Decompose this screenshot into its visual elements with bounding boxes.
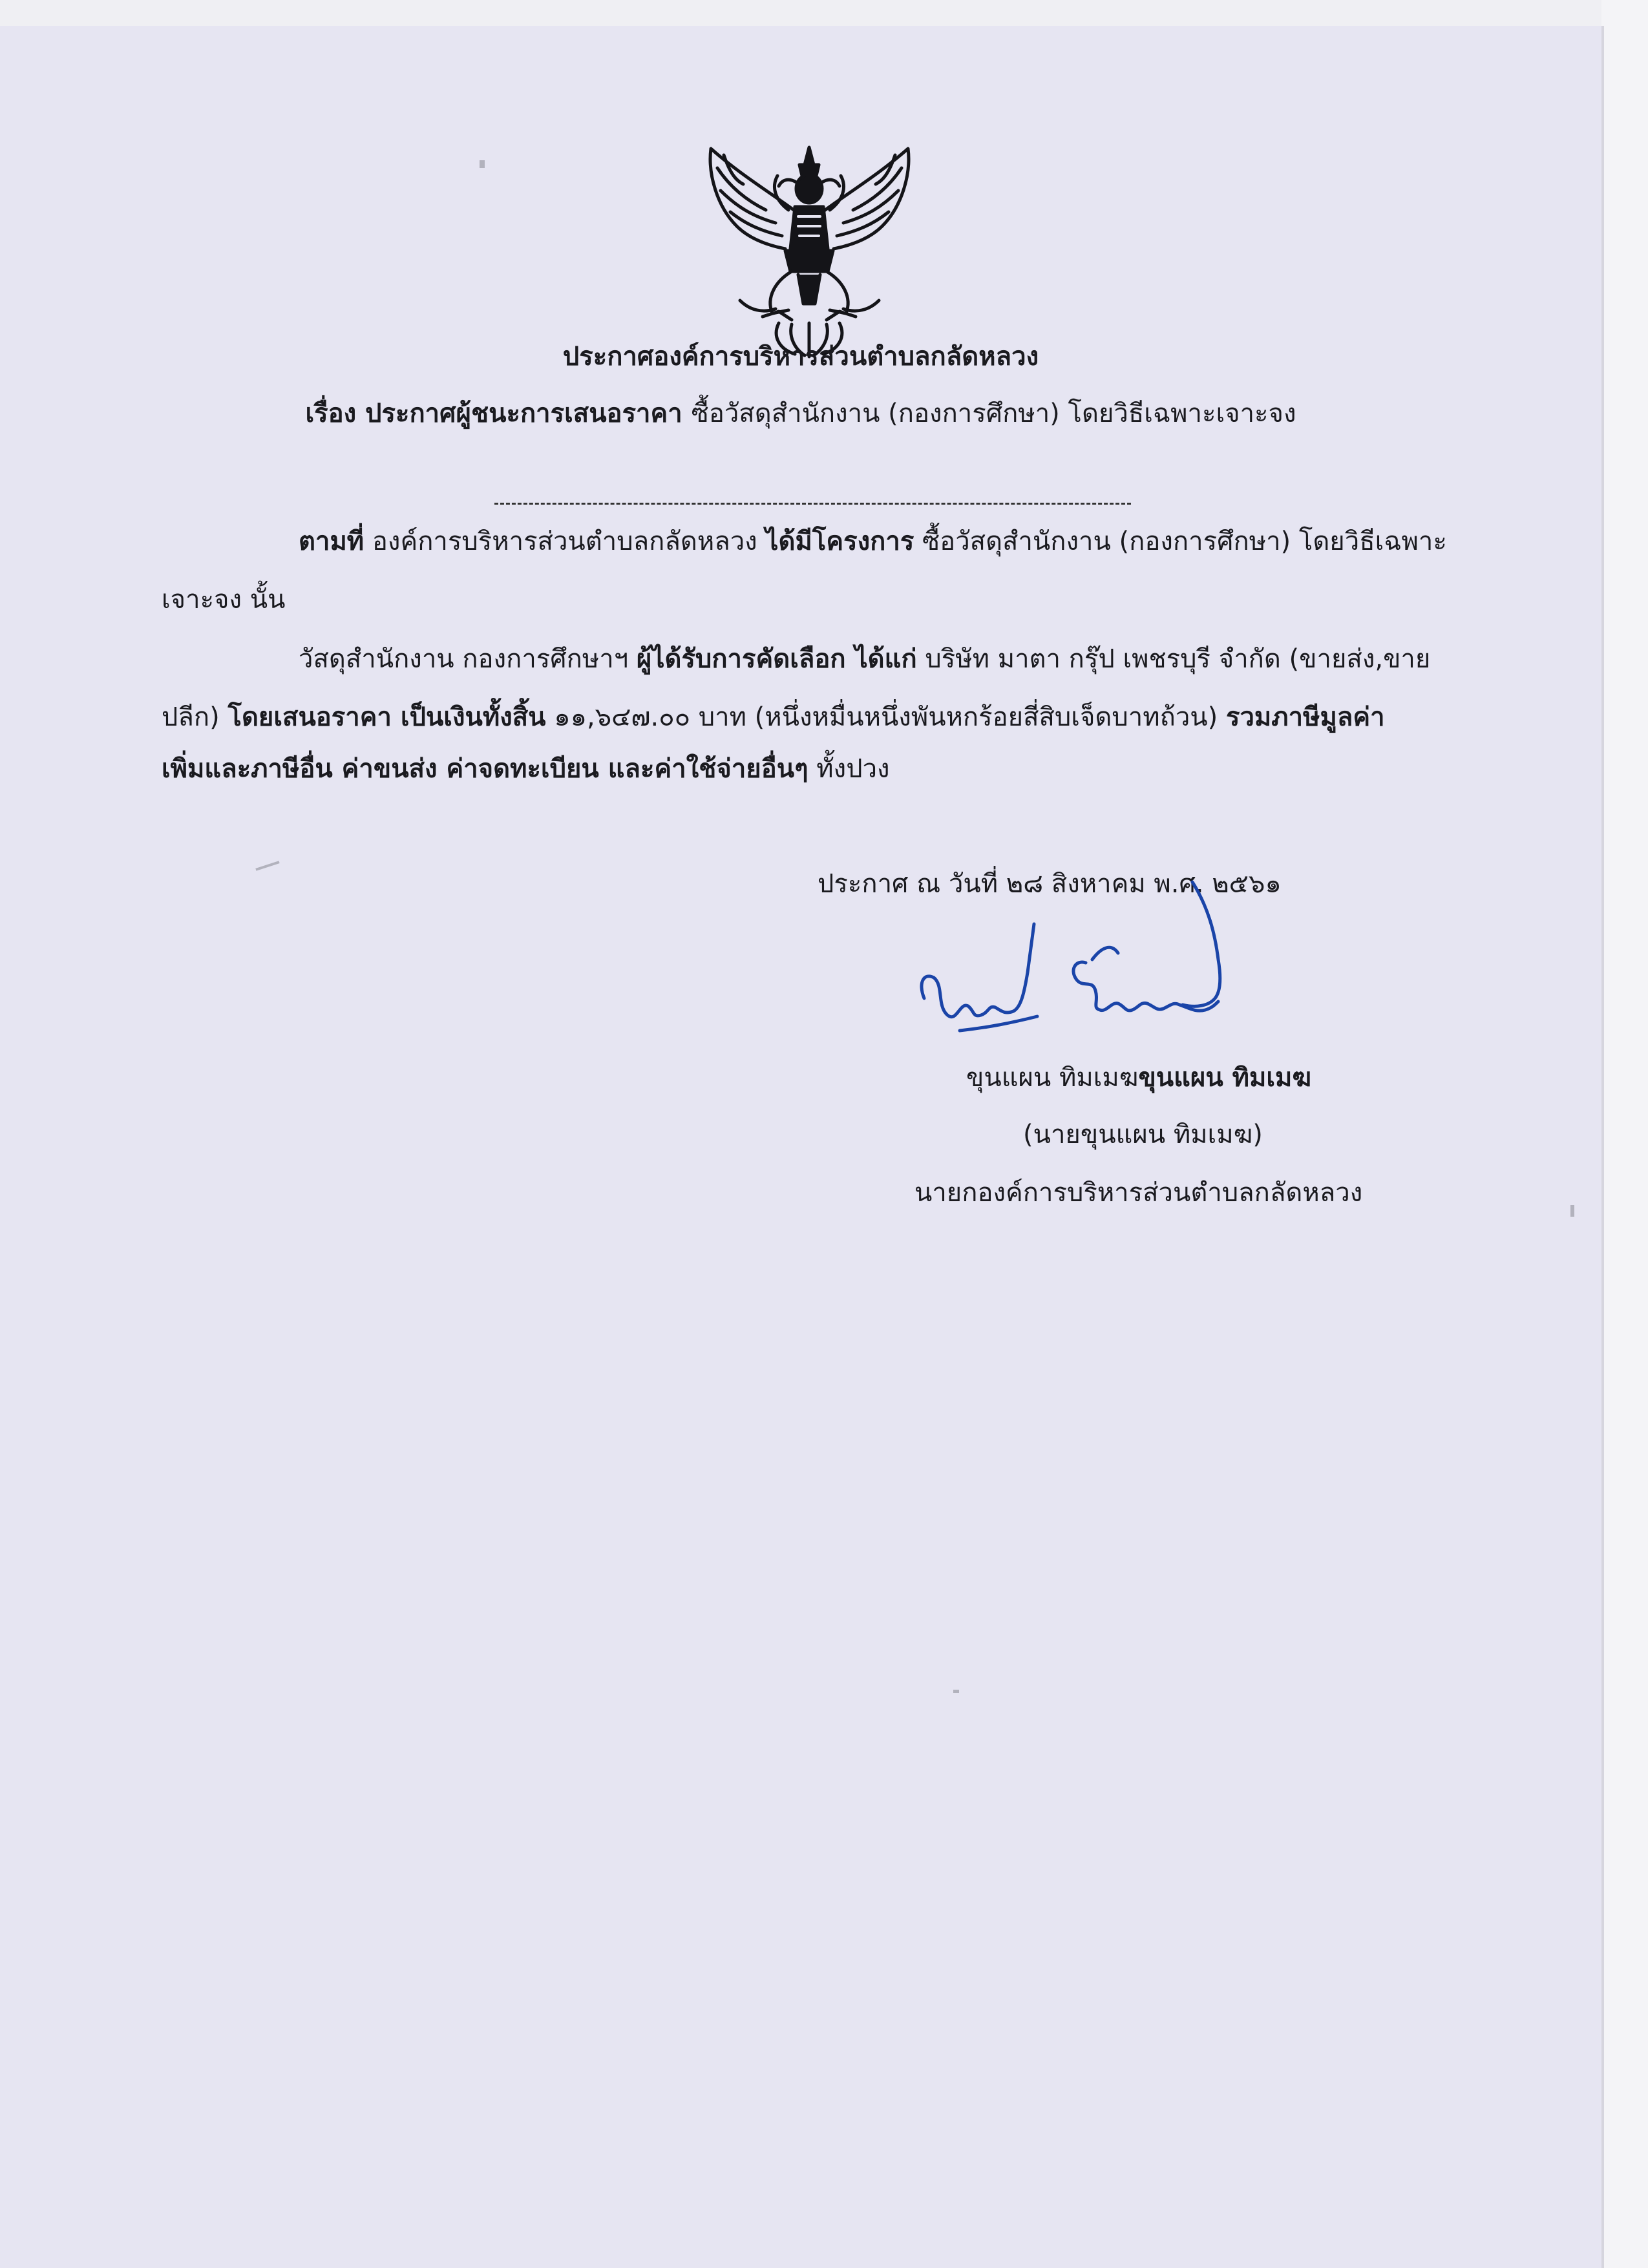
p1-label: ตามที่ <box>299 527 364 556</box>
p2-line2-a: ปลีก) <box>162 702 220 732</box>
announcement-title: ประกาศองค์การบริหารส่วนตำบลกลัดหลวง <box>562 342 1039 372</box>
signed-name-b: ขุนแผน ทิมเมฆ <box>1138 1063 1312 1093</box>
p2-amount: ๑๑,๖๔๗.๐๐ <box>554 702 691 732</box>
subject-label: เรื่อง ประกาศผู้ชนะการเสนอราคา <box>305 399 682 428</box>
scan-speck <box>480 160 485 168</box>
signed-name-a: ขุนแผน ทิมเมฆ <box>966 1063 1139 1093</box>
scan-top-edge <box>0 0 1601 26</box>
paragraph-1-line-2: เจาะจง นั้น <box>162 585 286 614</box>
p2-line3-b: ทั้งปวง <box>816 754 890 784</box>
date-value: ๒๘ สิงหาคม พ.ศ. ๒๕๖๑ <box>1006 869 1282 899</box>
subject-text: ซื้อวัสดุสำนักงาน (กองการศึกษา) โดยวิธีเฉพาะเจาะจง <box>691 399 1296 428</box>
p1-action: ได้มีโครงการ <box>765 527 914 556</box>
p2-amount-words: (หนึ่งหมื่นหนึ่งพันหกร้อยสี่สิบเจ็ดบาทถ้วน) <box>754 702 1218 732</box>
date-label: ประกาศ ณ วันที่ <box>818 869 998 899</box>
scan-speck <box>255 861 279 871</box>
p2-company: บริษัท มาตา กรุ๊ป เพชรบุรี จำกัด (ขายส่ง,ขาย <box>925 644 1431 674</box>
paragraph-1-line-1 <box>299 523 1447 560</box>
document-page <box>0 26 1601 2268</box>
p2-line2-b: โดยเสนอราคา เป็นเงินทั้งสิ้น <box>227 702 546 732</box>
garuda-emblem <box>701 136 918 359</box>
paragraph-2-line-3 <box>162 751 890 787</box>
p2-selected: ผู้ได้รับการคัดเลือก ได้แก่ <box>636 644 917 674</box>
scan-speck <box>953 1690 959 1693</box>
paragraph-2-line-2 <box>162 699 1385 735</box>
handwritten-signature <box>898 869 1286 1082</box>
p2-start: วัสดุสำนักงาน กองการศึกษาฯ <box>299 644 629 674</box>
p2-line2-c: รวมภาษีมูลค่า <box>1225 702 1385 732</box>
signed-name <box>966 1060 1311 1096</box>
p2-line3-a: เพิ่มและภาษีอื่น ค่าขนส่ง ค่าจดทะเบียน และค่าใช้จ่ายอื่นๆ <box>162 754 808 784</box>
signatory-full-name: (นายขุนแผน ทิมเมฆ) <box>1023 1120 1263 1150</box>
scan-right-edge <box>1601 0 1648 2268</box>
p2-currency: บาท <box>698 702 746 732</box>
p1-org: องค์การบริหารส่วนตำบลกลัดหลวง <box>372 527 757 556</box>
paragraph-2-line-1 <box>299 641 1430 677</box>
announcement-subject <box>0 395 1601 432</box>
p1-rest: ซื้อวัสดุสำนักงาน (กองการศึกษา) โดยวิธีเฉพาะ <box>922 527 1447 556</box>
signatory-position: นายกองค์การบริหารส่วนตำบลกลัดหลวง <box>914 1178 1363 1208</box>
title-separator <box>494 503 1131 505</box>
scan-speck <box>1570 1205 1574 1217</box>
